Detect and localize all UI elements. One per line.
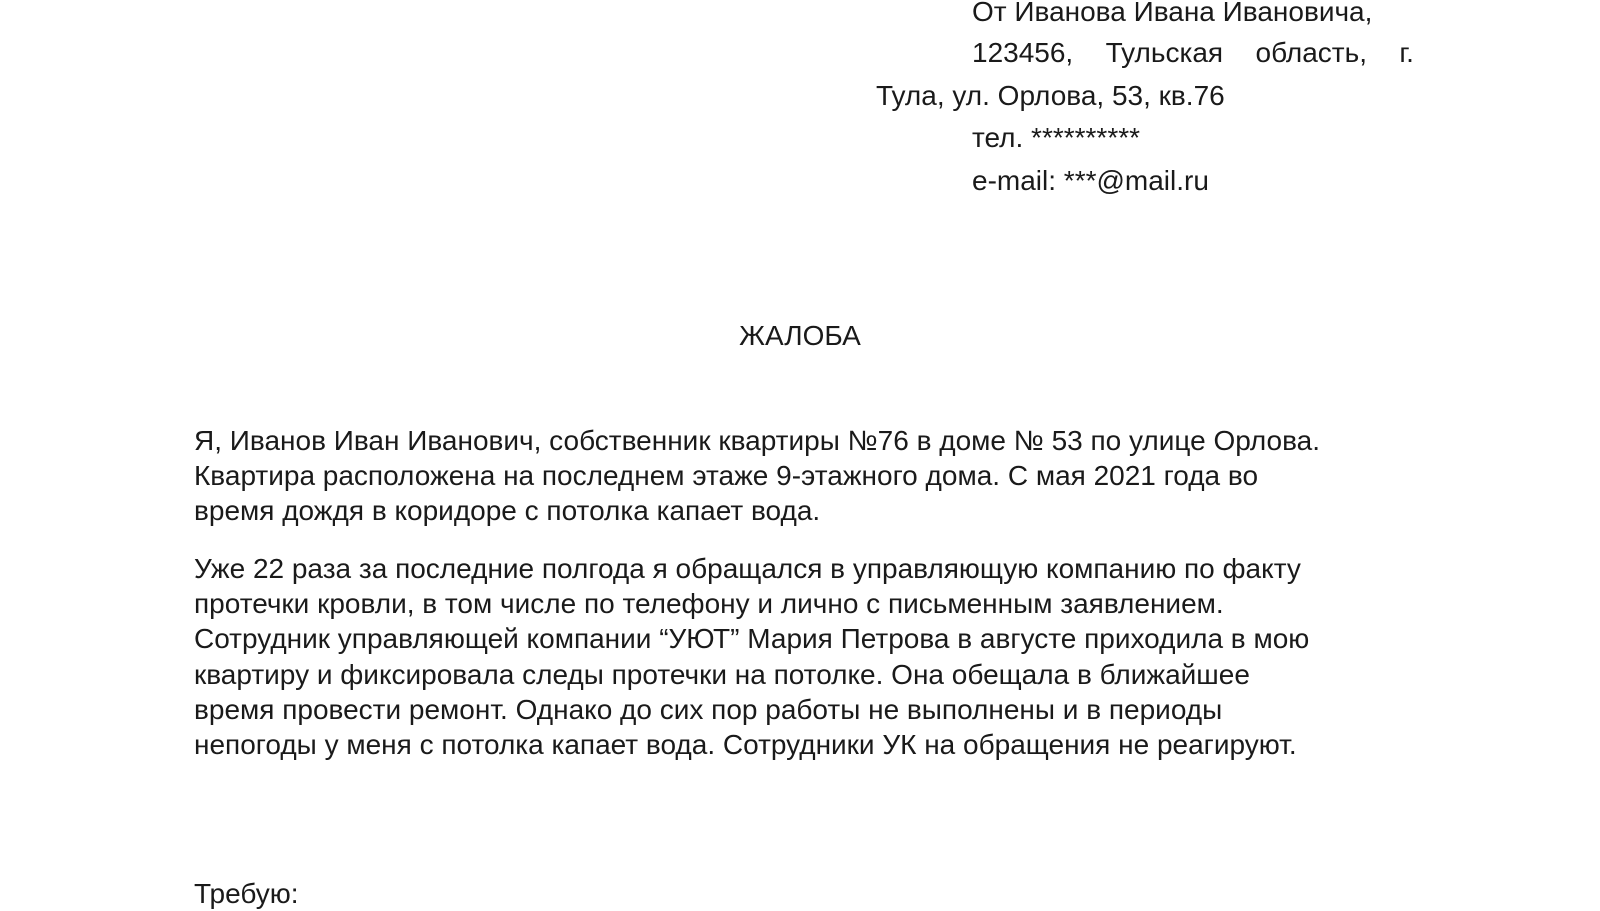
paragraph-line: Я, Иванов Иван Иванович, собственник квартиры №76 в доме № 53 по улице Орлова. xyxy=(194,425,1320,456)
address-word: Тульская xyxy=(1105,37,1224,68)
sender-from-line: От Иванова Ивана Ивановича, xyxy=(972,0,1373,27)
paragraph-line: время провести ремонт. Однако до сих пор работы не выполнены и в периоды xyxy=(194,694,1223,725)
paragraph-line: непогоды у меня с потолка капает вода. Сотрудники УК на обращения не реагируют. xyxy=(194,729,1297,760)
address-word: 123456, xyxy=(972,37,1074,68)
sender-address-line2: Тула, ул. Орлова, 53, кв.76 xyxy=(876,80,1225,111)
paragraph-line: время дождя в коридоре с потолка капает вода. xyxy=(194,495,821,526)
demand-label: Требую: xyxy=(194,878,299,909)
paragraph-line: Уже 22 раза за последние полгода я обращался в управляющую компанию по факту xyxy=(194,553,1301,584)
sender-phone: тел. ********** xyxy=(972,122,1141,153)
paragraph-line: протечки кровли, в том числе по телефону и лично с письменным заявлением. xyxy=(194,588,1224,619)
paragraph-line: Квартира расположена на последнем этаже 9-этажного дома. С мая 2021 года во xyxy=(194,460,1259,491)
paragraph-line: Сотрудник управляющей компании “УЮТ” Мария Петрова в августе приходила в мою xyxy=(194,623,1310,654)
paragraph-line: квартиру и фиксировала следы протечки на потолке. Она обещала в ближайшее xyxy=(194,659,1250,690)
address-word: область, xyxy=(1255,37,1367,68)
sender-address-line1 xyxy=(972,36,1414,70)
document-title: ЖАЛОБА xyxy=(739,320,861,351)
address-word: г. xyxy=(1399,37,1414,68)
sender-email: e-mail: ***@mail.ru xyxy=(972,165,1209,196)
